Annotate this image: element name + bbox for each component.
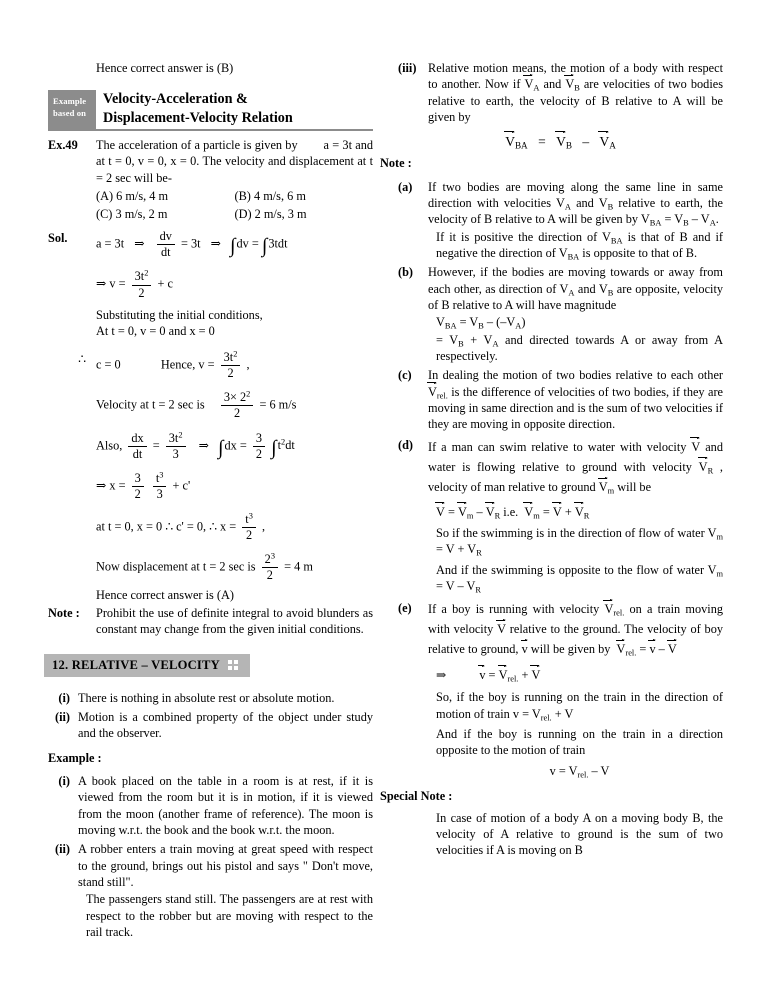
integral-dx: dx = (224, 438, 247, 453)
tag-line-1: Example (53, 96, 87, 107)
x-f1-numerator: 3 (132, 472, 144, 487)
list-item-number: (i) (58, 690, 70, 705)
list-item (48, 841, 373, 890)
hence-comma: , (246, 357, 250, 372)
solution-label: Sol. (48, 230, 68, 245)
vector-v-e: V (497, 620, 506, 640)
solution-step-2 (96, 270, 373, 300)
note-d-eq2: So if the swimming is in the direction of flow of water $V_m = V + V_R$ (436, 526, 723, 558)
x-tail: + c' (172, 478, 191, 493)
three-numerator: 3 (253, 432, 265, 447)
three-halves-fraction (253, 432, 265, 462)
note-b-eq1: $V_{BA} = V_B - (-V_A)$ (436, 315, 526, 331)
note-d-text: If a man can swim relative to water with velocity V and water is flowing relative to ground with velocity $V_R$ , velocity of man relative to ground $V_m$ will be (428, 437, 723, 498)
note-item-c (398, 367, 723, 432)
equation-vba: $V_{BA}$ = $V_B$ – $V_A$ (398, 133, 723, 151)
item-iii-text-a: Relative motion means, the motion of a body with respect to another. Now if (428, 61, 723, 92)
integral-dv: dv = (236, 236, 259, 251)
dv-dt-fraction (157, 230, 175, 260)
velocity-lead: Velocity at t = 2 sec is (96, 397, 205, 412)
note-e-eq3: And if the boy is running on the train in a direction opposite to the motion of train (436, 727, 723, 758)
x-fraction-1 (132, 472, 144, 502)
section-title: 12. RELATIVE – VELOCITY (52, 657, 220, 672)
displacement-line (96, 553, 373, 583)
note-b-eq2: = $V_B + V_A$ and directed towards A or away from A respectively. (436, 332, 723, 364)
option-d: (D) 2 m/s, 3 m (234, 207, 307, 222)
list-item-number: (ii) (54, 709, 70, 724)
vector-vr-d: $V_R$ (699, 457, 713, 477)
velocity-at-2sec (96, 391, 373, 421)
step1-arrow-2: ⇒ (210, 236, 220, 251)
item-iii-number: (iii) (398, 61, 417, 75)
note-a-number: (a) (398, 179, 413, 194)
displacement-fraction (262, 553, 278, 583)
exercise-statement: The acceleration of a particle is given by a = 3t and at t = 0, v = 0, x = 0. The velocity and displacement at t = 2 sec will be- (96, 138, 373, 185)
note-e-text: If a boy is running with velocity $V_{rel.}$ on a train moving with velocity V relative to the ground. The velocity of boy relative to ground, v will be given by $V_{rel.}$ = v – V (428, 600, 723, 660)
note-d-number: (d) (398, 437, 414, 452)
note-text-left: Prohibit the use of definite integral to avoid blunders as constant may change from the given initial conditions. (96, 606, 373, 637)
disp-numerator: $2^3$ (262, 553, 278, 568)
also-dx-dt (96, 432, 373, 462)
note-item-b (398, 264, 723, 313)
note-e-eq2: So, if the boy is running on the train in the direction of motion of train $v = V_{rel.} + V$ (436, 690, 723, 723)
vector-va-eq: $V_A$ (599, 133, 615, 151)
x-equation (96, 472, 373, 502)
note-a-text: If two bodies are moving along the same line in same direction with velocities $V_A$ and $V_B$ relative to earth, the velocity of B relative to A will be given by $V_{BA} = V_B - V_A$. (428, 179, 724, 228)
step1-a: a = 3t (96, 236, 125, 251)
also-fraction (166, 432, 186, 462)
x-f2-numerator: $t^3$ (153, 472, 167, 487)
option-a: (A) 6 m/s, 4 m (96, 189, 169, 204)
example-based-on-title (96, 90, 373, 131)
step2-tail: + c (157, 276, 173, 291)
special-note-text: In case of motion of a body A on a moving body B, the velocity of A relative to ground is the sum of two velocities if A is moving on B (436, 810, 723, 858)
list-item (48, 690, 373, 706)
displacement-result: = 4 m (284, 559, 313, 574)
velocity-numerator: $3\times 2^2$ (221, 391, 254, 406)
velocity-result: = 6 m/s (259, 397, 297, 412)
also-lead: Also, (96, 438, 123, 453)
vector-va: $V_A$ (524, 76, 539, 92)
vector-vb: $V_B$ (565, 76, 579, 92)
tag-line-2: based on (53, 108, 87, 119)
at-t0-x0-line (96, 513, 373, 543)
at0-comma: , (261, 519, 266, 534)
vector-vrel-e: $V_{rel.}$ (604, 600, 624, 620)
title-line-2: Displacement-Velocity Relation (103, 110, 293, 127)
c-zero-row (48, 351, 373, 381)
option-b: (B) 4 m/s, 6 m (234, 189, 306, 204)
example-based-on-header (48, 90, 373, 131)
solution-step-1 (96, 230, 288, 260)
dv-numerator: dv (157, 230, 175, 245)
substituting-line: Substituting the initial conditions, (96, 307, 263, 322)
integral-sign-3: ∫ (218, 436, 224, 459)
vector-vm-d: $V_m$ (599, 477, 614, 497)
note-b-text: However, if the bodies are moving towards or away from each other, as direction of $V_A$ and $V_B$ are opposite, velocity of B relative to A will have magnitude (428, 265, 724, 313)
hence-numerator: $3t^2$ (221, 351, 241, 366)
vector-vb-eq: $V_B$ (556, 133, 572, 151)
note-row-left (48, 605, 373, 638)
special-note-label: Special Note : (380, 789, 453, 804)
passengers-closing-text: The passengers stand still. The passengers are at rest with respect to the robber but are moving with respect to the rail track. (86, 892, 373, 939)
dt-denominator: dt (160, 245, 171, 260)
therefore-symbol: ∴ (78, 351, 86, 366)
step2-fraction (132, 270, 152, 300)
note-e-number: (e) (398, 601, 412, 616)
at0-denominator: 2 (246, 527, 253, 542)
example-based-on-tag (48, 90, 96, 131)
hence-denominator: 2 (227, 365, 234, 380)
list-item-text: There is nothing in absolute rest or absolute motion. (78, 690, 335, 705)
note-e-eq4: $v = V_{rel.} - V$ (549, 763, 610, 780)
note-d-eq3: And if the swimming is opposite to the flow of water $V_m = V - V_R$ (436, 562, 723, 595)
example-label-left: Example : (48, 750, 102, 765)
integral-sign-1: ∫ (230, 234, 236, 257)
velocity-denominator: 2 (234, 406, 241, 421)
at-t0-line: At t = 0, v = 0 and x = 0 (96, 324, 215, 339)
displacement-lead: Now displacement at t = 2 sec is (96, 559, 256, 574)
also-numerator: $3t^2$ (166, 432, 186, 447)
x-f2-denominator: 3 (156, 487, 163, 502)
dt-denominator-2: dt (132, 446, 143, 461)
list-item (48, 773, 373, 838)
note-label-right: Note : (380, 156, 412, 171)
two-denominator: 2 (255, 446, 263, 461)
exercise-49 (48, 137, 373, 186)
integral-sign-2: ∫ (261, 234, 268, 257)
solution-row (48, 230, 373, 260)
list-item-text: Motion is a combined property of the object under study and the observer. (78, 709, 373, 741)
dx-dt-fraction (128, 432, 146, 462)
note-e-eq1: ⇒ v = $V_{rel.}$ + V (436, 667, 723, 683)
step1-arrow: ⇒ (134, 236, 144, 251)
integral-sign-4: ∫ (271, 436, 277, 459)
step2-numerator: $3t^2$ (132, 270, 152, 285)
note-c-number: (c) (398, 368, 412, 383)
step2-lead: ⇒ v = (96, 276, 126, 291)
note-b-number: (b) (398, 265, 414, 280)
note-item-d (398, 437, 723, 498)
also-arrow: ⇒ (198, 438, 208, 453)
note-item-a (398, 179, 723, 228)
option-c: (C) 3 m/s, 2 m (96, 207, 168, 222)
at0-fraction (242, 513, 256, 543)
x-f1-denominator: 2 (134, 487, 141, 502)
decorative-dots-icon (228, 660, 238, 670)
at0-numerator: $t^3$ (242, 513, 256, 528)
note-item-e (398, 600, 723, 660)
note-c-text: In dealing the motion of two bodies relative to each other $V_{rel.}$ is the difference of velocities of two bodies, if they are moving in same direction and is the sum of two velocities if they are moving in opposite direction. (428, 368, 723, 432)
velocity-fraction (221, 391, 254, 421)
note-a-extra: If it is positive the direction of $V_{BA}$ is that of B and if negative the direction of $V_{BA}$ is opposite to that of B. (436, 229, 723, 262)
integral-t2dt: $t^2dt$ (277, 437, 295, 453)
also-equals: = (152, 438, 160, 453)
step1-equals-3t: = 3t (180, 236, 201, 251)
list-item-number: (i) (58, 773, 70, 788)
item-iii-text-b: are velocities of two bodies relative to earth, the velocity of B relative to A will be given by (428, 77, 723, 125)
list-item (48, 709, 373, 742)
right-column (380, 60, 724, 859)
list-item-text: A book placed on the table in a room is at rest, if it is viewed from the room but it is in motion, if it is viewed from the moon (another frame of reference). The moon is moving w.r.t. the book and the book w.r.t. the moon. (78, 773, 373, 837)
at0-text: at t = 0, x = 0 ∴ c' = 0, ∴ x = (96, 519, 237, 534)
disp-denominator: 2 (266, 568, 273, 583)
x-fraction-2 (153, 472, 167, 502)
note-label-left: Note : (48, 606, 80, 621)
list-item-number: (ii) (54, 842, 70, 857)
exercise-options (96, 188, 373, 223)
section-header-relative-velocity (44, 654, 250, 677)
c-zero-content (96, 351, 250, 381)
c-equals-zero: c = 0 (96, 357, 121, 372)
item-iii-text (428, 60, 723, 125)
also-denominator: 3 (172, 446, 179, 461)
vector-vba: $V_{BA}$ (505, 133, 528, 151)
vector-vrel-c: $V_{rel.}$ (428, 384, 448, 400)
hence-v-fraction (221, 351, 241, 381)
exercise-label: Ex.49 (48, 138, 78, 153)
integral-3tdt: 3tdt (268, 236, 288, 251)
step2-denominator: 2 (138, 285, 145, 300)
hence-correct-answer-b: Hence correct answer is (B) (96, 61, 234, 75)
list-item-text: A robber enters a train moving at great speed with respect to the ground, brings out his pistol and says " Don't move, stand still". (78, 842, 373, 889)
left-column (48, 60, 373, 940)
hence-v-equals: Hence, v = (160, 357, 215, 372)
vector-v-d: V (691, 437, 700, 457)
dx-numerator: dx (128, 432, 146, 447)
x-lead: ⇒ x = (96, 478, 126, 493)
hence-correct-answer-a: Hence correct answer is (A) (96, 587, 234, 602)
note-d-eq1: V = $V_m$ – $V_R$ i.e. $V_m$ = V + $V_R$ (436, 504, 723, 520)
and-word: and (543, 77, 562, 92)
item-iii (398, 60, 723, 125)
title-line-1: Velocity-Acceleration & (103, 91, 248, 108)
